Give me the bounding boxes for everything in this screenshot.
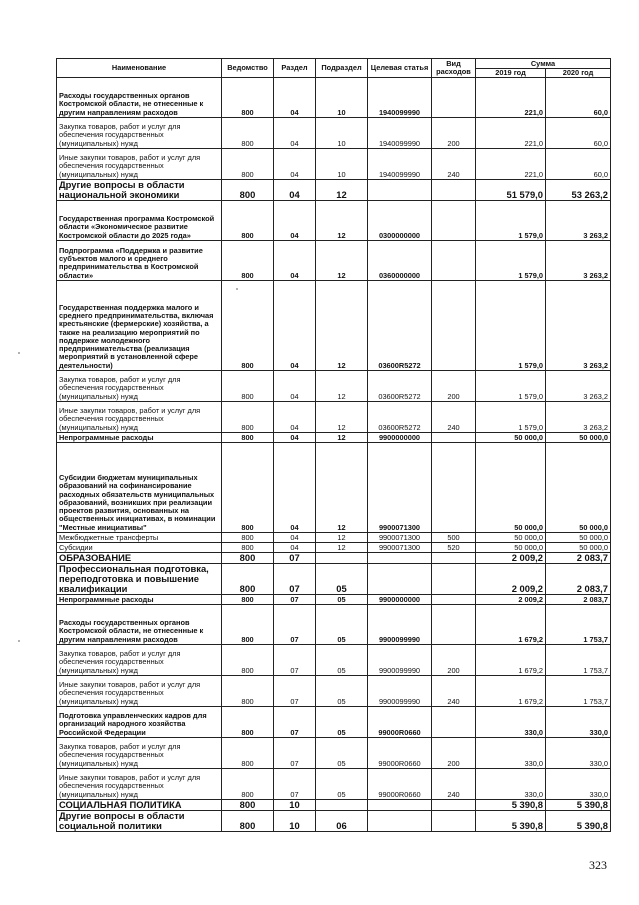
cell-subsection: 12 (316, 533, 368, 543)
table-row (57, 769, 611, 800)
cell-section: 04 (274, 118, 316, 149)
cell-subsection: 05 (316, 595, 368, 605)
cell-section: 07 (274, 676, 316, 707)
cell-ministry: 800 (222, 769, 274, 800)
header-year-2019: 2019 год (476, 69, 546, 78)
cell-ministry: 800 (222, 78, 274, 118)
cell-ministry: 800 (222, 811, 274, 832)
cell-subsection: 05 (316, 645, 368, 676)
budget-table (56, 58, 611, 832)
cell-expense-type: 240 (432, 676, 476, 707)
cell-section: 07 (274, 769, 316, 800)
table-row (57, 543, 611, 553)
cell-ministry: 800 (222, 443, 274, 533)
cell-expense-type: 200 (432, 118, 476, 149)
cell-subsection: 05 (316, 769, 368, 800)
cell-sum-2019: 2 009,2 (476, 595, 546, 605)
cell-sum-2019: 51 579,0 (476, 180, 546, 201)
table-row (57, 443, 611, 533)
cell-section: 04 (274, 402, 316, 433)
cell-subsection: 05 (316, 707, 368, 738)
cell-sum-2019: 50 000,0 (476, 443, 546, 533)
cell-sum-2020: 50 000,0 (546, 443, 611, 533)
cell-target (368, 180, 432, 201)
cell-ministry: 800 (222, 180, 274, 201)
table-row (57, 707, 611, 738)
cell-expense-type (432, 241, 476, 281)
table-row (57, 118, 611, 149)
cell-name: Иные закупки товаров, работ и услуг для обеспечения государственных (муниципальных) нужд (57, 769, 222, 800)
table-row (57, 241, 611, 281)
table-row (57, 281, 611, 371)
cell-sum-2020: 60,0 (546, 149, 611, 180)
cell-name: ОБРАЗОВАНИЕ (57, 553, 222, 564)
cell-sum-2019: 1 579,0 (476, 281, 546, 371)
cell-expense-type: 200 (432, 738, 476, 769)
cell-expense-type (432, 553, 476, 564)
cell-sum-2020: 5 390,8 (546, 800, 611, 811)
cell-expense-type (432, 433, 476, 443)
cell-section: 07 (274, 707, 316, 738)
cell-sum-2020: 1 753,7 (546, 645, 611, 676)
cell-ministry: 800 (222, 281, 274, 371)
cell-section: 04 (274, 543, 316, 553)
cell-target (368, 553, 432, 564)
cell-name: Непрограммные расходы (57, 595, 222, 605)
cell-ministry: 800 (222, 564, 274, 595)
cell-sum-2019: 2 009,2 (476, 564, 546, 595)
cell-ministry: 800 (222, 553, 274, 564)
cell-section: 04 (274, 443, 316, 533)
table-row (57, 180, 611, 201)
cell-expense-type: 240 (432, 402, 476, 433)
cell-sum-2019: 221,0 (476, 149, 546, 180)
cell-target: 99000R0660 (368, 707, 432, 738)
cell-section: 04 (274, 371, 316, 402)
table-row (57, 676, 611, 707)
cell-section: 04 (274, 180, 316, 201)
cell-sum-2020: 50 000,0 (546, 543, 611, 553)
cell-sum-2020: 330,0 (546, 769, 611, 800)
cell-name: Иные закупки товаров, работ и услуг для обеспечения государственных (муниципальных) нужд (57, 676, 222, 707)
scan-dot (18, 640, 20, 642)
cell-sum-2020: 53 263,2 (546, 180, 611, 201)
cell-sum-2020: 1 753,7 (546, 605, 611, 645)
cell-subsection: 05 (316, 676, 368, 707)
cell-name: Закупка товаров, работ и услуг для обеспечения государственных (муниципальных) нужд (57, 118, 222, 149)
cell-target: 99000R0660 (368, 769, 432, 800)
header-expense-type: Вид расходов (432, 59, 476, 78)
cell-target: 9900071300 (368, 533, 432, 543)
cell-target: 1940099990 (368, 149, 432, 180)
cell-section: 04 (274, 433, 316, 443)
cell-expense-type: 520 (432, 543, 476, 553)
cell-subsection: 05 (316, 605, 368, 645)
cell-target: 9900099990 (368, 605, 432, 645)
table-row (57, 78, 611, 118)
cell-name: Подготовка управленческих кадров для организаций народного хозяйства Российской Федерации (57, 707, 222, 738)
cell-subsection: 12 (316, 241, 368, 281)
cell-section: 10 (274, 811, 316, 832)
table-row (57, 149, 611, 180)
cell-target: 03600R5272 (368, 371, 432, 402)
table-row (57, 402, 611, 433)
cell-subsection: 12 (316, 180, 368, 201)
table-row (57, 811, 611, 832)
cell-name: Закупка товаров, работ и услуг для обеспечения государственных (муниципальных) нужд (57, 738, 222, 769)
cell-subsection: 10 (316, 149, 368, 180)
cell-subsection: 05 (316, 738, 368, 769)
cell-subsection (316, 800, 368, 811)
cell-sum-2020: 2 083,7 (546, 564, 611, 595)
cell-sum-2019: 5 390,8 (476, 800, 546, 811)
header-subsection: Подраздел (316, 59, 368, 78)
cell-subsection: 12 (316, 281, 368, 371)
cell-expense-type (432, 595, 476, 605)
cell-target: 9900000000 (368, 595, 432, 605)
cell-sum-2020: 2 083,7 (546, 553, 611, 564)
cell-name: Межбюджетные трансферты (57, 533, 222, 543)
table-row (57, 433, 611, 443)
cell-name: СОЦИАЛЬНАЯ ПОЛИТИКА (57, 800, 222, 811)
cell-section: 07 (274, 553, 316, 564)
cell-expense-type: 200 (432, 371, 476, 402)
scan-dot (236, 288, 238, 290)
cell-section: 07 (274, 738, 316, 769)
cell-target: 9900099990 (368, 676, 432, 707)
cell-sum-2019: 2 009,2 (476, 553, 546, 564)
cell-subsection: 12 (316, 402, 368, 433)
cell-section: 07 (274, 605, 316, 645)
header-section: Раздел (274, 59, 316, 78)
page-number: 323 (589, 858, 607, 872)
table-row (57, 533, 611, 543)
cell-name: Закупка товаров, работ и услуг для обеспечения государственных (муниципальных) нужд (57, 645, 222, 676)
cell-sum-2019: 221,0 (476, 118, 546, 149)
cell-name: Субсидии бюджетам муниципальных образований на софинансирование расходных обязательств муниципальных образований, возникших при реализации проектов развития, основанных на общественных инициативах, в номинации "Местные инициативы" (57, 443, 222, 533)
cell-sum-2019: 50 000,0 (476, 543, 546, 553)
cell-name: Государственная программа Костромской области «Экономическое развитие Костромской области до 2025 года» (57, 201, 222, 241)
cell-name: Иные закупки товаров, работ и услуг для обеспечения государственных (муниципальных) нужд (57, 149, 222, 180)
cell-ministry: 800 (222, 543, 274, 553)
cell-target: 1940099990 (368, 78, 432, 118)
table-row (57, 553, 611, 564)
cell-ministry: 800 (222, 533, 274, 543)
cell-ministry: 800 (222, 201, 274, 241)
cell-target (368, 800, 432, 811)
cell-section: 07 (274, 564, 316, 595)
cell-name: Другие вопросы в области социальной политики (57, 811, 222, 832)
cell-target: 9900071300 (368, 443, 432, 533)
cell-subsection: 10 (316, 118, 368, 149)
cell-name: Государственная поддержка малого и среднего предпринимательства, включая крестьянские (фермерские) хозяйства, а также на реализацию мероприятий по поддержке молодежного предпринимательства (реализация мероприятий в установленной сфере деятельности) (57, 281, 222, 371)
cell-sum-2019: 1 679,2 (476, 676, 546, 707)
cell-sum-2020: 330,0 (546, 707, 611, 738)
cell-sum-2019: 1 679,2 (476, 645, 546, 676)
cell-ministry: 800 (222, 371, 274, 402)
cell-expense-type (432, 564, 476, 595)
cell-ministry: 800 (222, 738, 274, 769)
cell-section: 04 (274, 281, 316, 371)
header-year-2020: 2020 год (546, 69, 611, 78)
cell-sum-2019: 1 579,0 (476, 371, 546, 402)
cell-sum-2020: 50 000,0 (546, 433, 611, 443)
cell-sum-2020: 3 263,2 (546, 281, 611, 371)
cell-sum-2020: 60,0 (546, 78, 611, 118)
cell-sum-2020: 3 263,2 (546, 201, 611, 241)
cell-expense-type: 200 (432, 645, 476, 676)
cell-sum-2019: 330,0 (476, 738, 546, 769)
cell-name: Закупка товаров, работ и услуг для обеспечения государственных (муниципальных) нужд (57, 371, 222, 402)
cell-sum-2019: 330,0 (476, 707, 546, 738)
header-ministry: Ведомство (222, 59, 274, 78)
cell-section: 04 (274, 533, 316, 543)
cell-section: 07 (274, 645, 316, 676)
cell-expense-type: 240 (432, 769, 476, 800)
cell-ministry: 800 (222, 241, 274, 281)
table-header (57, 59, 611, 78)
cell-section: 07 (274, 595, 316, 605)
cell-sum-2019: 330,0 (476, 769, 546, 800)
cell-sum-2020: 1 753,7 (546, 676, 611, 707)
cell-expense-type: 240 (432, 149, 476, 180)
cell-ministry: 800 (222, 645, 274, 676)
cell-sum-2020: 60,0 (546, 118, 611, 149)
cell-expense-type (432, 605, 476, 645)
cell-ministry: 800 (222, 676, 274, 707)
cell-sum-2019: 5 390,8 (476, 811, 546, 832)
table-row (57, 605, 611, 645)
cell-expense-type (432, 800, 476, 811)
cell-target: 9900099990 (368, 645, 432, 676)
table-row (57, 201, 611, 241)
cell-name: Расходы государственных органов Костромской области, не отнесенные к другим направлениям расходов (57, 78, 222, 118)
cell-expense-type: 500 (432, 533, 476, 543)
cell-expense-type (432, 180, 476, 201)
cell-subsection: 10 (316, 78, 368, 118)
cell-target (368, 564, 432, 595)
cell-subsection: 12 (316, 201, 368, 241)
header-name: Наименование (57, 59, 222, 78)
table-row (57, 595, 611, 605)
cell-name: Субсидии (57, 543, 222, 553)
cell-expense-type (432, 78, 476, 118)
cell-sum-2019: 50 000,0 (476, 533, 546, 543)
cell-sum-2019: 1 579,0 (476, 201, 546, 241)
cell-sum-2020: 5 390,8 (546, 811, 611, 832)
cell-sum-2019: 1 679,2 (476, 605, 546, 645)
cell-subsection: 12 (316, 433, 368, 443)
cell-section: 04 (274, 149, 316, 180)
cell-sum-2020: 3 263,2 (546, 241, 611, 281)
table-row (57, 645, 611, 676)
cell-expense-type (432, 281, 476, 371)
cell-target: 0360000000 (368, 241, 432, 281)
cell-ministry: 800 (222, 402, 274, 433)
cell-sum-2019: 221,0 (476, 78, 546, 118)
cell-name: Профессиональная подготовка, переподготовка и повышение квалификации (57, 564, 222, 595)
cell-section: 10 (274, 800, 316, 811)
cell-sum-2020: 330,0 (546, 738, 611, 769)
cell-ministry: 800 (222, 118, 274, 149)
cell-target: 03600R5272 (368, 402, 432, 433)
cell-subsection: 12 (316, 371, 368, 402)
cell-ministry: 800 (222, 605, 274, 645)
cell-subsection: 12 (316, 543, 368, 553)
scan-dot (18, 352, 20, 354)
cell-sum-2020: 3 263,2 (546, 402, 611, 433)
cell-ministry: 800 (222, 149, 274, 180)
cell-target: 9900000000 (368, 433, 432, 443)
cell-section: 04 (274, 241, 316, 281)
cell-target: 99000R0660 (368, 738, 432, 769)
cell-sum-2020: 50 000,0 (546, 533, 611, 543)
cell-subsection: 05 (316, 564, 368, 595)
cell-name: Непрограммные расходы (57, 433, 222, 443)
cell-expense-type (432, 201, 476, 241)
cell-expense-type (432, 707, 476, 738)
cell-target: 9900071300 (368, 543, 432, 553)
cell-ministry: 800 (222, 595, 274, 605)
header-target: Целевая статья (368, 59, 432, 78)
cell-expense-type (432, 811, 476, 832)
cell-subsection (316, 553, 368, 564)
cell-section: 04 (274, 78, 316, 118)
cell-name: Другие вопросы в области национальной экономики (57, 180, 222, 201)
cell-subsection: 12 (316, 443, 368, 533)
table-row (57, 800, 611, 811)
table-body (57, 78, 611, 832)
cell-name: Расходы государственных органов Костромской области, не отнесенные к другим направлениям расходов (57, 605, 222, 645)
cell-expense-type (432, 443, 476, 533)
cell-target (368, 811, 432, 832)
cell-section: 04 (274, 201, 316, 241)
cell-ministry: 800 (222, 707, 274, 738)
table-row (57, 738, 611, 769)
cell-ministry: 800 (222, 433, 274, 443)
cell-name: Иные закупки товаров, работ и услуг для обеспечения государственных (муниципальных) нужд (57, 402, 222, 433)
cell-sum-2019: 50 000,0 (476, 433, 546, 443)
cell-name: Подпрограмма «Поддержка и развитие субъектов малого и среднего предпринимательства в Костромской области» (57, 241, 222, 281)
cell-sum-2020: 3 263,2 (546, 371, 611, 402)
header-sum: Сумма (476, 59, 611, 69)
table-row (57, 564, 611, 595)
cell-subsection: 06 (316, 811, 368, 832)
cell-ministry: 800 (222, 800, 274, 811)
cell-sum-2020: 2 083,7 (546, 595, 611, 605)
cell-sum-2019: 1 579,0 (476, 241, 546, 281)
table-row (57, 371, 611, 402)
cell-target: 0300000000 (368, 201, 432, 241)
cell-sum-2019: 1 579,0 (476, 402, 546, 433)
cell-target: 03600R5272 (368, 281, 432, 371)
cell-target: 1940099990 (368, 118, 432, 149)
